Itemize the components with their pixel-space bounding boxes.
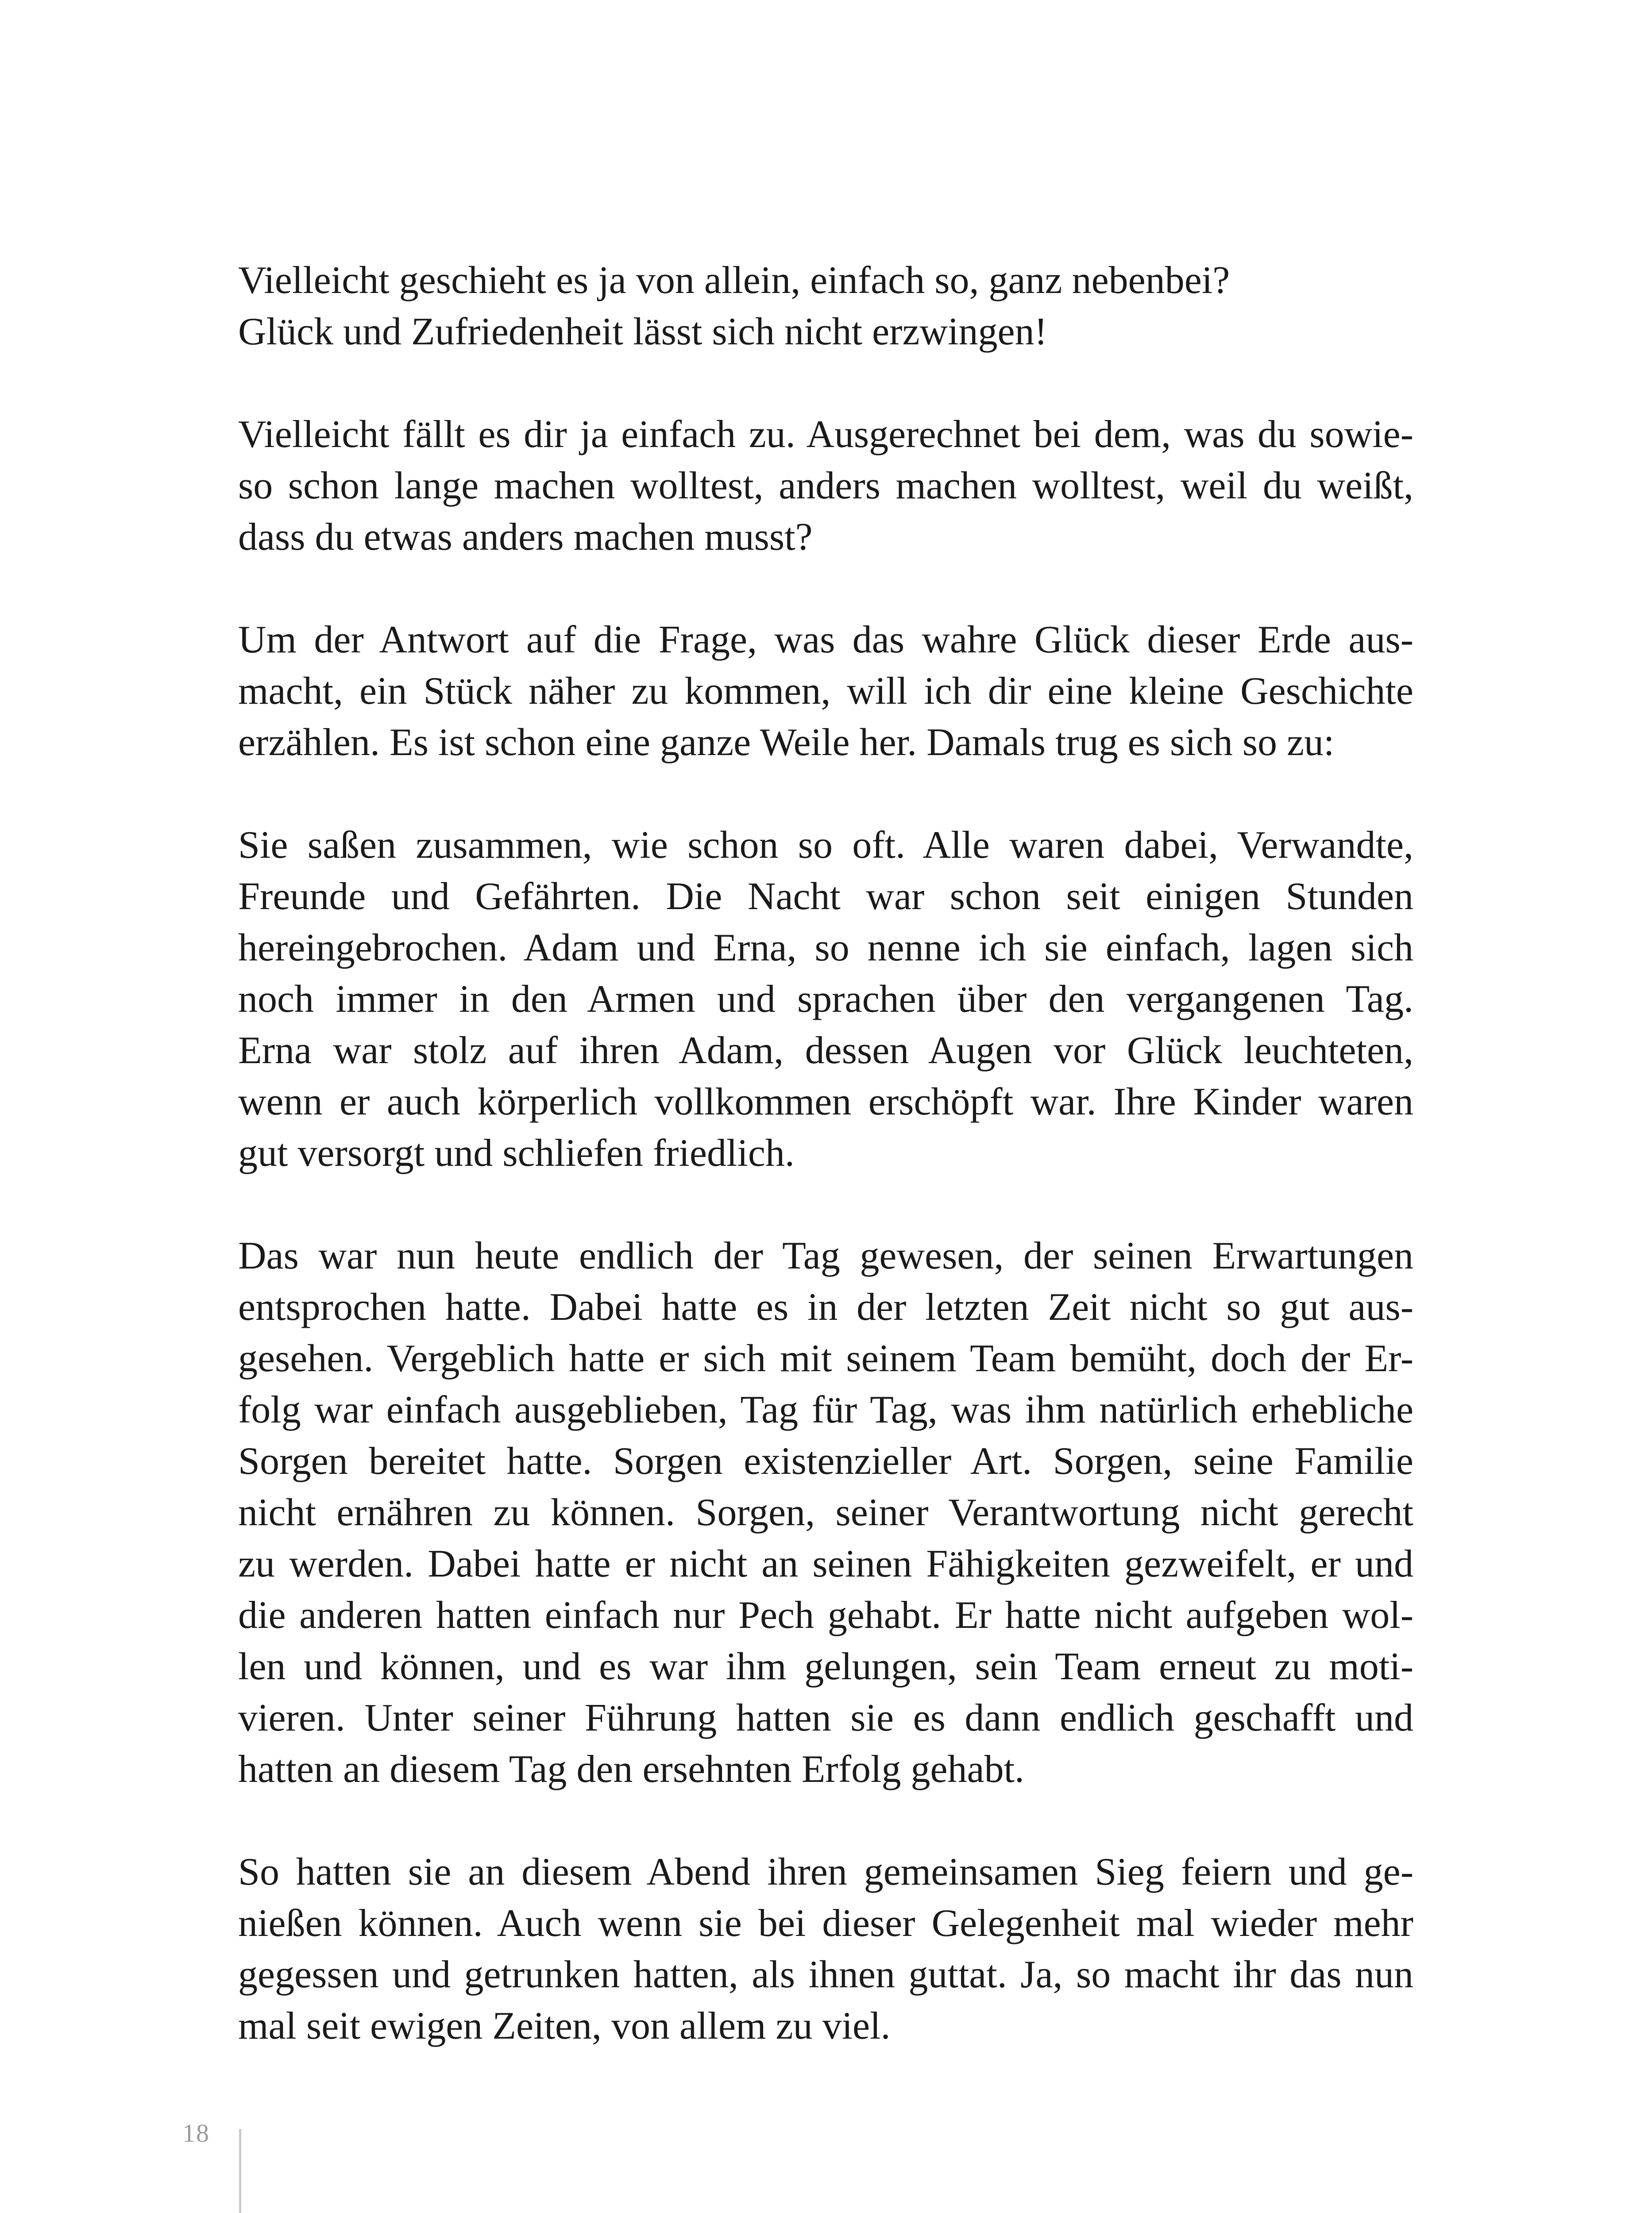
text-line: Vielleicht fällt es dir ja einfach zu. Ausgerechnet bei dem, was du sowie- — [238, 413, 1413, 456]
margin-rule-divider — [239, 2129, 241, 2213]
text-line: dass du etwas anders machen musst? — [238, 516, 813, 559]
text-line: zu werden. Dabei hatte er nicht an seinen Fähigkeiten gezweifelt, er und — [238, 1542, 1413, 1585]
text-line: so schon lange machen wolltest, anders machen wolltest, weil du weißt, — [238, 464, 1413, 507]
text-line: die anderen hatten einfach nur Pech gehabt. Er hatte nicht aufgeben wol- — [238, 1594, 1413, 1637]
text-line: Erna war stolz auf ihren Adam, dessen Augen vor Glück leuchteten, — [238, 1029, 1413, 1072]
text-line: len und können, und es war ihm gelungen, sein Team erneut zu moti- — [238, 1645, 1413, 1688]
text-line: nicht ernähren zu können. Sorgen, seiner Verantwortung nicht gerecht — [238, 1491, 1413, 1534]
paragraph-2 — [238, 409, 1413, 563]
text-line: Das war nun heute endlich der Tag gewesen, der seinen Erwartungen — [238, 1234, 1413, 1277]
text-line: Freunde und Gefährten. Die Nacht war schon seit einigen Stunden — [238, 875, 1413, 918]
text-line: nießen können. Auch wenn sie bei dieser Gelegenheit mal wieder mehr — [238, 1902, 1413, 1945]
text-line: Sorgen bereitet hatte. Sorgen existenzieller Art. Sorgen, seine Familie — [238, 1440, 1413, 1483]
text-line: gesehen. Vergeblich hatte er sich mit seinem Team bemüht, doch der Er- — [238, 1337, 1413, 1380]
text-line: gut versorgt und schliefen friedlich. — [238, 1132, 795, 1175]
paragraph-5 — [238, 1230, 1413, 1795]
text-line: So hatten sie an diesem Abend ihren gemeinsamen Sieg feiern und ge- — [238, 1851, 1413, 1893]
text-line: erzählen. Es ist schon eine ganze Weile her. Damals trug es sich so zu: — [238, 721, 1335, 764]
text-line: hereingebrochen. Adam und Erna, so nenne ich sie einfach, lagen sich — [238, 926, 1413, 969]
text-line: Glück und Zufriedenheit lässt sich nicht erzwingen! — [238, 310, 1047, 353]
text-line: vieren. Unter seiner Führung hatten sie es dann endlich geschafft und — [238, 1696, 1413, 1739]
text-line: macht, ein Stück näher zu kommen, will ich dir eine kleine Geschichte — [238, 670, 1413, 713]
text-line: Sie saßen zusammen, wie schon so oft. Alle waren dabei, Verwandte, — [238, 824, 1413, 867]
page-body-text — [238, 255, 1413, 2103]
text-line: hatten an diesem Tag den ersehnten Erfolg gehabt. — [238, 1748, 1025, 1791]
text-line: folg war einfach ausgeblieben, Tag für Tag, was ihm natürlich erhebliche — [238, 1388, 1413, 1431]
text-line: Um der Antwort auf die Frage, was das wahre Glück dieser Erde aus- — [238, 618, 1413, 661]
paragraph-3 — [238, 614, 1413, 768]
page-number: 18 — [182, 2119, 210, 2147]
paragraph-4 — [238, 820, 1413, 1179]
text-line: wenn er auch körperlich vollkommen erschöpft war. Ihre Kinder waren — [238, 1080, 1413, 1123]
paragraph-6 — [238, 1847, 1413, 2052]
text-line: mal seit ewigen Zeiten, von allem zu viel. — [238, 2005, 891, 2047]
text-line: gegessen und getrunken hatten, als ihnen guttat. Ja, so macht ihr das nun — [238, 1953, 1413, 1996]
paragraph-1 — [238, 255, 1413, 358]
text-line: entsprochen hatte. Dabei hatte es in der letzten Zeit nicht so gut aus- — [238, 1286, 1413, 1329]
text-line: noch immer in den Armen und sprachen über den vergangenen Tag. — [238, 978, 1413, 1021]
text-line: Vielleicht geschieht es ja von allein, einfach so, ganz nebenbei? — [238, 259, 1230, 302]
